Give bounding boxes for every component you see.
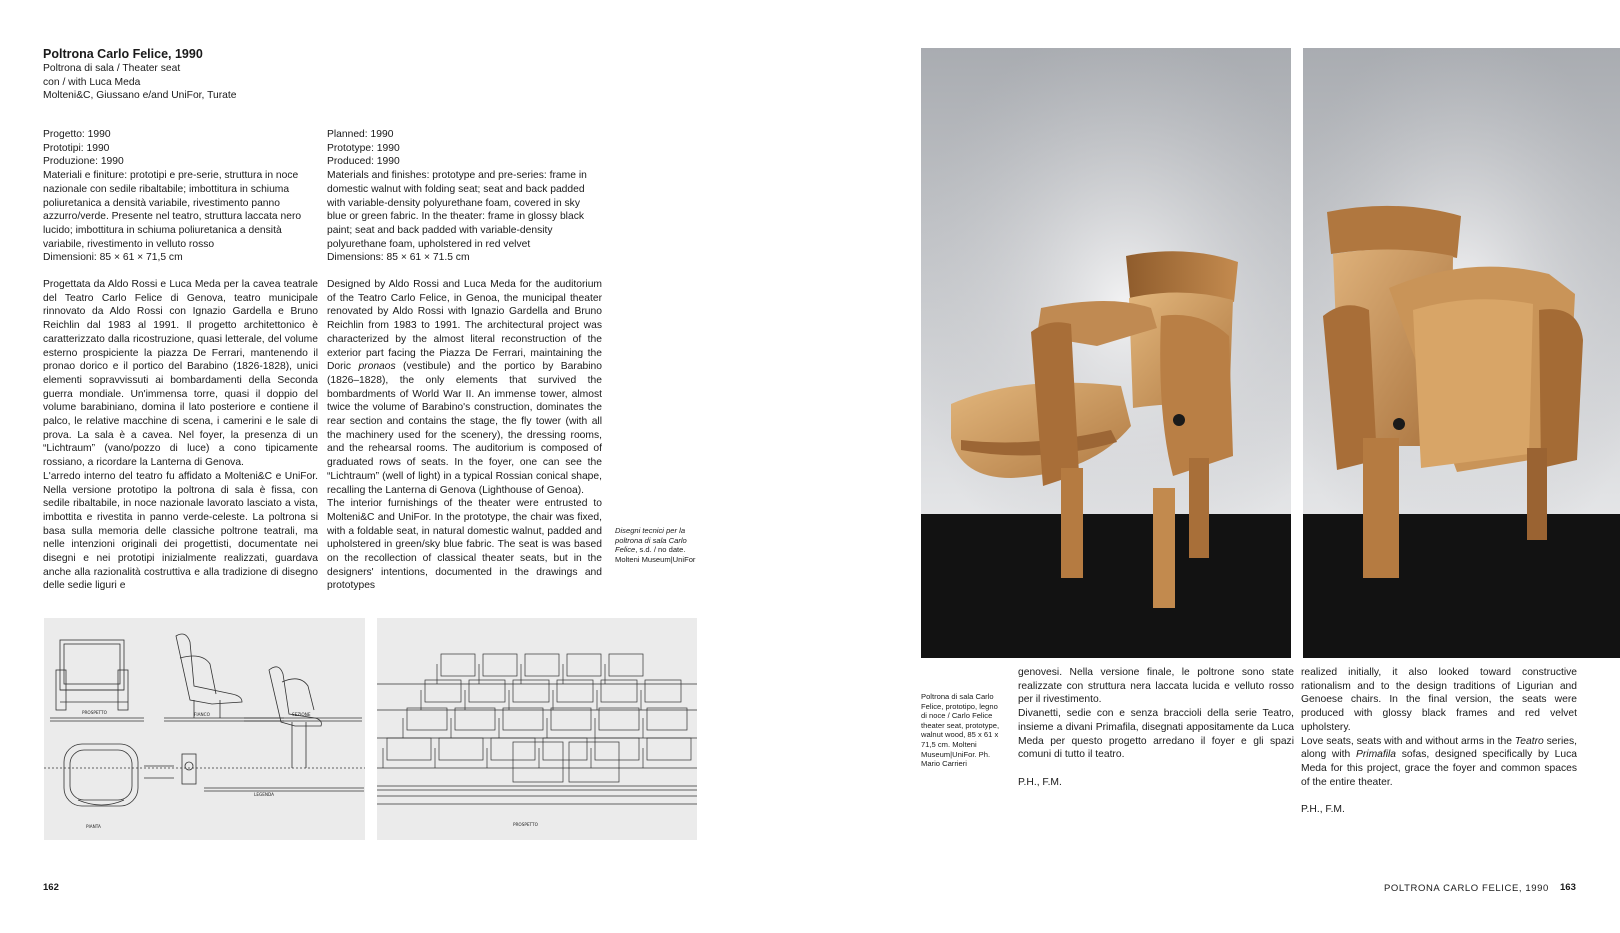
spec-materials-en: Materials and finishes: prototype and pre-series: frame in domestic walnut with folding seat; seat and back padded with variable-density polyurethane foam, covered in sky blue or green fabric. In the theater: frame in glossy black paint; seat and back padded with variable-density polyurethane foam, upholstered in red velvet — [327, 170, 587, 250]
body-it-cont-paragraph-2: Divanetti, sedie con e senza braccioli della serie Teatro, insieme a divani Primafila, disegnati appositamente da Luca Meda per questo progetto arredano il foyer e gli spazi comuni di tutto il teatro. — [1018, 708, 1294, 761]
body-en-seg-1: pronaos — [358, 361, 396, 373]
label-pianta: PIANTA — [86, 824, 101, 829]
body-english — [327, 278, 602, 593]
caption-seg-1: Carlo Felice — [615, 535, 687, 555]
body-en-seg-0: Designed by Aldo Rossi and Luca Meda for the auditorium of the Teatro Carlo Felice, in Genoa, the municipal theater renovated by Aldo Rossi with Ignazio Gardella and Bruno Reichlin from 1983 to 1991. The architectural project was characterized by the almost literal reconstruction of the exterior part facing the Piazza De Ferrari, maintaining the Doric — [327, 279, 602, 373]
body-en-cont-paragraph-1 — [1301, 666, 1577, 789]
spec-prototype: Prototype: 1990 — [327, 142, 400, 154]
body-italian-continued — [1018, 666, 1294, 790]
body-en-cont-seg-3: series, along with — [1301, 735, 1577, 761]
body-italian — [43, 278, 318, 593]
body-en-cont-seg-5: sofas, designed specifically by Luca Meda for this project, grace the foyer and common spaces of the entire theater. — [1301, 749, 1577, 788]
seat-rows-drawing — [377, 618, 697, 840]
body-it-paragraph-1: Progettata da Aldo Rossi e Luca Meda per la cavea teatrale del Teatro Carlo Felice di Genova, teatro municipale rinnovato da Aldo Rossi con Ignazio Gardella e Bruno Reichlin dal 1983 al 1991. Il progetto architettonico è caratterizzato dalla ricostruzione, quasi letterale, del volume esterno prospiciente la piazza De Ferrari, mantenendo il pronao dorico e il portico del Barabino (1826-1828), unici elementi sopravvissuti ai bombardamenti della Seconda guerra mondiale. Un'immensa torre, quasi il doppio del volume barabiniano, domina il lato posteriore e contiene il palco, le relative macchine di scena, i camerini e le sale di prova. La sala è a cavea. Nel foyer, la presenza di un “Lichtraum” (vano/pozzo di luce) a cono tipicamente rossiano, a ricordare la Lanterna di Genova. — [43, 279, 318, 469]
subtitle-line-2: con / with Luca Meda — [43, 76, 141, 88]
entry-header — [43, 46, 363, 103]
subtitle-line-1: Poltrona di sala / Theater seat — [43, 63, 181, 74]
spec-dimensions: Dimensioni: 85 × 61 × 71,5 cm — [43, 252, 183, 264]
right-page — [810, 0, 1620, 933]
label-prospetto-rows: PROSPETTO — [513, 822, 538, 827]
chair-views-drawing — [44, 618, 365, 840]
body-english-continued — [1301, 666, 1577, 817]
label-legenda: LEGENDA — [254, 792, 275, 797]
technical-drawing-views — [44, 618, 365, 840]
body-en-cont-seg-0: realized initially, it also looked toward constructive rationalism and to the design traditions of Ligurian and Genoese chairs. In the final version, the seats were produced with glossy black frames and red velvet upholstery. — [1301, 667, 1577, 733]
body-en-paragraph-2: The interior furnishings of the theater were entrusted to Molteni&C and UniFor. In the prototype, the chair was fixed, with a foldable seat, in natural domestic walnut, padded and upholstered in green/sky blue fabric. The seat is was based on the recollection of classical theater seats, but in the designers' intentions, documented in the drawings and prototypes — [327, 498, 602, 592]
signature-en: P.H., F.M. — [1301, 804, 1345, 816]
body-it-paragraph-2: L'arredo interno del teatro fu affidato a Molteni&C e UniFor. Nella versione prototipo la poltrona di sala è fissa, con sedile ribaltabile, in noce nazionale lavorato lasciato a vista, imbottita e rivestita in panno verde-celeste. La poltrona si basa sulla memoria delle classiche poltrone teatrali, ma nelle intenzioni originali dei progettisti, documentate nei disegni e nei prototipi inizialmente realizzati, guardava anche alla razionalità costruttiva e alla tradizione di disegno delle sedie liguri e — [43, 470, 318, 592]
label-prospetto: PROSPETTO — [82, 710, 107, 715]
running-head: POLTRONA CARLO FELICE, 1990 — [1384, 883, 1549, 894]
label-fianco: FIANCO — [194, 712, 210, 717]
body-en-paragraph-1 — [327, 278, 602, 497]
spec-prototypes: Prototipi: 1990 — [43, 142, 110, 154]
body-en-seg-2: (vestibule) and the portico by Barabino (1826–1828), the only elements that survived the bombardments of World War II. An immense tower, almost twice the volume of Barabino's construction, dominates the rear section and contains the stage, the fly tower (with all the machinery used for the scenery), the dressing rooms, and the rehearsal rooms. The auditorium is composed of graduated rows of seats. In the foyer, one can see the “Lichtraum” (well of light) in a typical Rossian conical shape, recalling the Lanterna di Genova (Lighthouse of Genoa). — [327, 361, 603, 496]
spec-planned: Planned: 1990 — [327, 129, 394, 140]
signature-it: P.H., F.M. — [1018, 776, 1062, 788]
drawings-caption — [615, 526, 697, 564]
specs-english — [327, 128, 602, 265]
specs-italian — [43, 128, 311, 265]
chair-illustration-back — [1303, 48, 1620, 658]
body-en-cont-seg-2: Teatro — [1514, 735, 1544, 747]
caption-seg-2: , s.d. / no date. — [635, 545, 686, 555]
page-number-left: 162 — [43, 882, 59, 893]
body-en-cont-seg-4: Primafila — [1355, 749, 1397, 761]
spec-production: Produzione: 1990 — [43, 156, 124, 168]
label-sezione: SEZIONE — [292, 712, 311, 717]
spec-materials: Materiali e finiture: prototipi e pre-serie, struttura in noce nazionale con sedile ribaltabile; imbottitura in schiuma poliuretanica a densità variabile, rivestimento panno azzurro/verde. Presente nel teatro, struttura laccata nero lucido; imbottitura in schiuma poliuretanica a densità variabile, rivestimento in velluto rosso — [43, 170, 302, 250]
caption-seg-0: Disegni tecnici per la poltrona di sala — [615, 526, 686, 545]
spec-project: Progetto: 1990 — [43, 129, 111, 140]
body-en-cont-seg-1: Love seats, seats with and without arms in the — [1301, 735, 1515, 747]
technical-drawing-rows — [377, 618, 697, 840]
spec-dimensions-en: Dimensions: 85 × 61 × 71.5 cm — [327, 252, 470, 264]
body-it-cont-paragraph-1: genovesi. Nella versione finale, le poltrone sono state realizzate con struttura nera laccata lucida e velluto rosso per il rivestimento. — [1018, 667, 1294, 706]
page-number-right: 163 — [1560, 882, 1576, 893]
spec-produced: Produced: 1990 — [327, 156, 400, 168]
chair-illustration-front — [921, 48, 1291, 658]
caption-seg-3: Molteni Museum|UniFor — [615, 554, 696, 564]
photo-caption: Poltrona di sala Carlo Felice, prototipo, legno di noce / Carlo Felice theater seat, prototype, walnut wood, 85 x 61 x 71,5 cm. Molteni Museum|UniFor. Ph. Mario Carrieri — [921, 692, 1000, 769]
chair-photo-front — [921, 48, 1291, 658]
chair-photo-back — [1303, 48, 1620, 658]
subtitle-line-3: Molteni&C, Giussano e/and UniFor, Turate — [43, 90, 237, 102]
entry-title: Poltrona Carlo Felice, 1990 — [43, 47, 203, 61]
